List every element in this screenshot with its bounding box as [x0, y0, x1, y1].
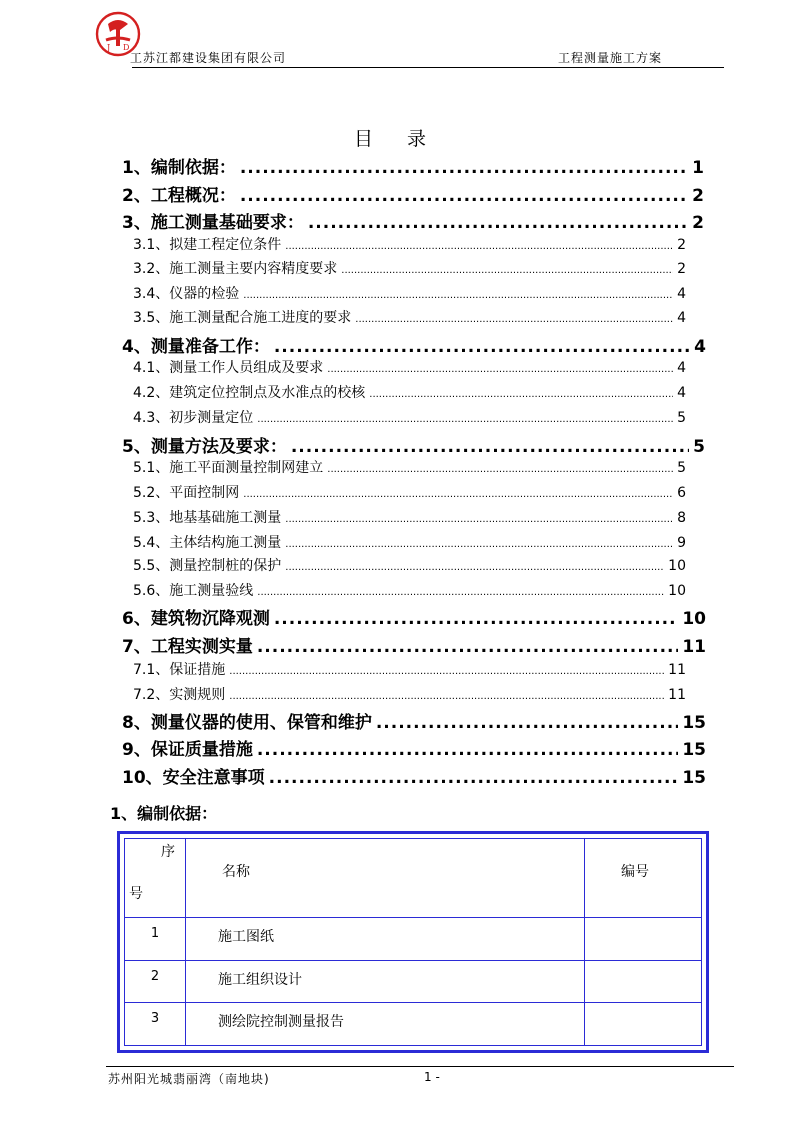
toc-item[interactable]: [122, 708, 706, 733]
toc-item[interactable]: [133, 307, 686, 327]
toc-item-title: 8、测量仪器的使用、保管和维护: [122, 713, 372, 733]
toc-item-page: 4: [677, 360, 686, 376]
toc-item-title: 3、施工测量基础要求：: [122, 213, 304, 233]
toc-item-title: 6、建筑物沉降观测: [122, 609, 270, 629]
toc-item-title: 7.2、实测规则: [133, 687, 226, 703]
toc-item-title: 3.5、施工测量配合施工进度的要求: [133, 310, 352, 326]
document-name: 工程测量施工方案: [557, 51, 662, 65]
toc-item[interactable]: [133, 684, 686, 704]
toc-item-title: 7、工程实测实量: [122, 637, 253, 657]
footer-project: 苏州阳光城翡丽湾（南地块): [108, 1072, 270, 1086]
toc-title: 目 录: [353, 128, 441, 150]
toc-item-page: 4: [677, 385, 686, 401]
toc-item-title: 3.2、施工测量主要内容精度要求: [133, 261, 338, 277]
footer-page-number: 1 -: [424, 1070, 440, 1084]
table-header-row: [125, 839, 702, 918]
toc-item-title: 5.2、平面控制网: [133, 485, 240, 501]
toc-item-page: 9: [677, 535, 686, 551]
header-divider: [132, 67, 724, 68]
row-code: [585, 960, 702, 1003]
toc-item-page: 2: [692, 213, 704, 233]
footer-divider: [106, 1066, 734, 1067]
toc-leader-dots: [285, 539, 673, 550]
toc-item-title: 4.2、建筑定位控制点及水准点的校核: [133, 385, 366, 401]
table-row: [125, 918, 702, 961]
company-name: 工苏江都建设集团有限公司: [130, 51, 287, 65]
toc-item[interactable]: [122, 208, 704, 233]
toc-item[interactable]: [133, 407, 686, 427]
toc-item[interactable]: [133, 457, 686, 477]
toc-item-page: 2: [677, 261, 686, 277]
toc-item-page: 5: [677, 410, 686, 426]
header-cell-code: 编号: [585, 839, 702, 918]
toc-item[interactable]: [122, 432, 705, 457]
toc-item-title: 5.5、测量控制桩的保护: [133, 558, 282, 574]
toc-item-page: 2: [677, 237, 686, 253]
toc-item-page: 10: [668, 583, 686, 599]
toc-leader-dots: [308, 213, 688, 233]
header-no-bottom: 号: [129, 886, 143, 902]
svg-text:J: J: [107, 43, 111, 52]
toc-leader-dots: [229, 666, 664, 677]
toc-item-page: 15: [682, 740, 706, 760]
toc-leader-dots: [369, 389, 673, 400]
toc-item-title: 3.4、仪器的检验: [133, 286, 240, 302]
toc-item[interactable]: [133, 482, 686, 502]
toc-item-page: 15: [682, 713, 706, 733]
toc-leader-dots: [341, 265, 673, 276]
toc-leader-dots: [274, 609, 678, 629]
toc-item-title: 10、安全注意事项: [122, 768, 265, 788]
toc-item[interactable]: [133, 357, 686, 377]
toc-item-page: 4: [677, 286, 686, 302]
toc-leader-dots: [285, 562, 664, 573]
table-row: [125, 960, 702, 1003]
toc-item[interactable]: [122, 604, 706, 629]
toc-item[interactable]: [133, 532, 686, 552]
toc-item[interactable]: [133, 234, 686, 254]
row-no: 2: [125, 960, 186, 1003]
toc-item[interactable]: [122, 181, 704, 206]
toc-leader-dots: [229, 691, 664, 702]
toc-item-page: 5: [677, 460, 686, 476]
toc-item[interactable]: [122, 332, 706, 357]
toc-item-page: 2: [692, 186, 704, 206]
toc-item-page: 8: [677, 510, 686, 526]
toc-leader-dots: [240, 186, 688, 206]
toc-item-page: 15: [682, 768, 706, 788]
toc-item[interactable]: [133, 555, 686, 575]
toc-item-title: 5.6、施工测量验线: [133, 583, 254, 599]
toc-item-page: 10: [682, 609, 706, 629]
toc-item-title: 7.1、保证措施: [133, 662, 226, 678]
toc-leader-dots: [285, 514, 673, 525]
toc-item-title: 4、测量准备工作：: [122, 337, 270, 357]
toc-leader-dots: [285, 241, 673, 252]
toc-item-page: 5: [693, 437, 705, 457]
toc-item[interactable]: [133, 507, 686, 527]
toc-item-page: 11: [668, 662, 686, 678]
row-no: 1: [125, 918, 186, 961]
toc-item[interactable]: [122, 763, 706, 788]
toc-item-page: 6: [677, 485, 686, 501]
toc-item-title: 2、工程概况：: [122, 186, 236, 206]
toc-leader-dots: [376, 713, 679, 733]
toc-leader-dots: [274, 337, 690, 357]
basis-table-frame: [117, 831, 709, 1053]
toc-item[interactable]: [122, 632, 706, 657]
toc-item-title: 3.1、拟建工程定位条件: [133, 237, 282, 253]
toc-item-page: 11: [668, 687, 686, 703]
toc-item-page: 11: [682, 637, 706, 657]
row-name: 测绘院控制测量报告: [186, 1003, 585, 1046]
toc-leader-dots: [257, 414, 673, 425]
toc-item-title: 1、编制依据：: [122, 158, 236, 178]
toc-leader-dots: [257, 587, 664, 598]
toc-leader-dots: [327, 364, 673, 375]
toc-leader-dots: [243, 290, 673, 301]
page-header: [90, 10, 724, 68]
toc-leader-dots: [355, 314, 673, 325]
toc-item[interactable]: [122, 153, 704, 178]
toc-item[interactable]: [133, 382, 686, 402]
header-cell-name: 名称: [186, 839, 585, 918]
toc-leader-dots: [240, 158, 688, 178]
toc-item-page: 4: [677, 310, 686, 326]
toc-item-title: 9、保证质量措施: [122, 740, 253, 760]
toc-leader-dots: [327, 464, 673, 475]
toc-item[interactable]: [133, 659, 686, 679]
toc-item-title: 5.3、地基基础施工测量: [133, 510, 282, 526]
toc-item-title: 4.3、初步测量定位: [133, 410, 254, 426]
toc-leader-dots: [291, 437, 689, 457]
toc-leader-dots: [257, 637, 678, 657]
row-name: 施工组织设计: [186, 960, 585, 1003]
toc-leader-dots: [257, 740, 678, 760]
toc-item-title: 5、测量方法及要求：: [122, 437, 287, 457]
svg-text:D: D: [123, 43, 130, 52]
header-cell-no: [125, 839, 186, 918]
row-code: [585, 1003, 702, 1046]
toc-item[interactable]: [133, 258, 686, 278]
header-no-top: 序: [161, 844, 175, 860]
toc-item-title: 5.1、施工平面测量控制网建立: [133, 460, 324, 476]
toc-leader-dots: [269, 768, 679, 788]
toc-item-page: 4: [694, 337, 706, 357]
toc-leader-dots: [243, 489, 673, 500]
toc-item-title: 5.4、主体结构施工测量: [133, 535, 282, 551]
toc-item-page: 10: [668, 558, 686, 574]
basis-table: [124, 838, 702, 1046]
toc-item-page: 1: [692, 158, 704, 178]
row-name: 施工图纸: [186, 918, 585, 961]
table-row: [125, 1003, 702, 1046]
toc-item-title: 4.1、测量工作人员组成及要求: [133, 360, 324, 376]
toc-item[interactable]: [122, 735, 706, 760]
toc-item[interactable]: [133, 580, 686, 600]
row-code: [585, 918, 702, 961]
row-no: 3: [125, 1003, 186, 1046]
section-heading: 1、编制依据：: [110, 804, 218, 823]
toc-item[interactable]: [133, 283, 686, 303]
